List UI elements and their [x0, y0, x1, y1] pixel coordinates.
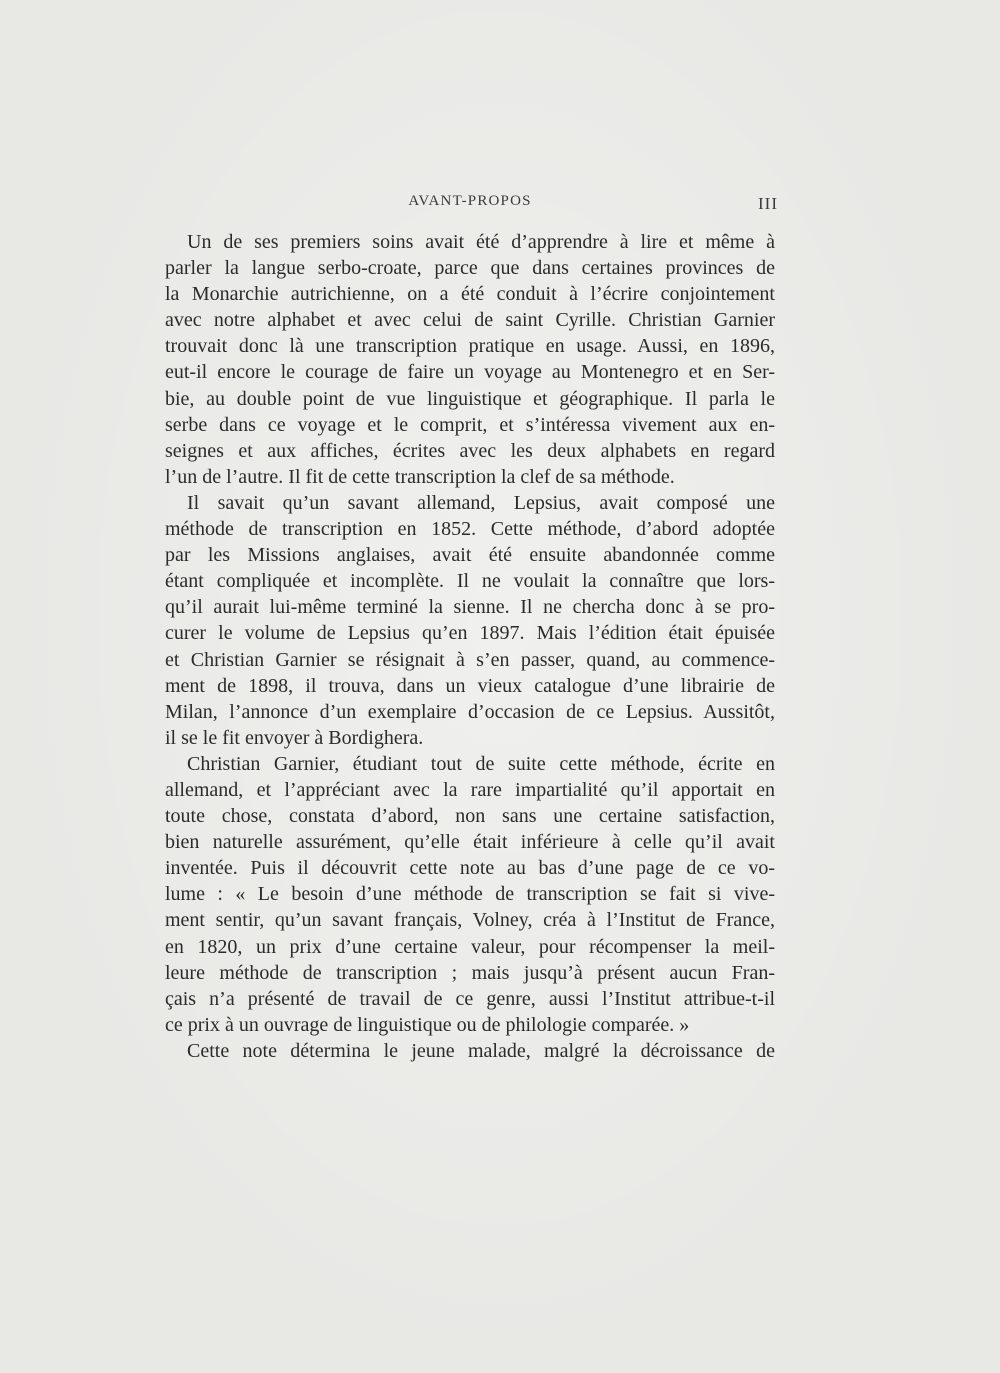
text-line: toute chose, constata d’abord, non sans une certaine satisfaction,: [165, 805, 775, 828]
text-line: parler la langue serbo-croate, parce que dans certaines provinces de: [165, 257, 775, 280]
text-line: étant compliquée et incomplète. Il ne voulait la connaître que lors-: [165, 570, 775, 593]
page-number: III: [758, 194, 778, 213]
text-line: Il savait qu’un savant allemand, Lepsius, avait composé une: [187, 491, 775, 514]
text-line: bie, au double point de vue linguistique et géographique. Il parla le: [165, 387, 775, 410]
text-line: Cette note détermina le jeune malade, malgré la décroissance de: [187, 1039, 775, 1062]
text-line: bien naturelle assurément, qu’elle était inférieure à celle qu’il avait: [165, 831, 775, 854]
text-line: leure méthode de transcription ; mais jusqu’à présent aucun Fran-: [165, 961, 775, 984]
text-line: trouvait donc là une transcription pratique en usage. Aussi, en 1896,: [165, 335, 775, 358]
text-line: lume : « Le besoin d’une méthode de transcription se fait si vive-: [165, 883, 775, 906]
text-line: l’un de l’autre. Il fit de cette transcription la clef de sa méthode.: [165, 465, 675, 488]
text-line: Un de ses premiers soins avait été d’apprendre à lire et même à: [187, 231, 775, 253]
text-line: curer le volume de Lepsius qu’en 1897. Mais l’édition était épuisée: [165, 622, 775, 645]
text-line: et Christian Garnier se résignait à s’en passer, quand, au commence-: [165, 648, 775, 671]
text-line: çais n’a présenté de travail de ce genre, aussi l’Institut attribue-t-il: [165, 987, 775, 1010]
body-text: [165, 229, 775, 1064]
text-line: ment sentir, qu’un savant français, Volney, créa à l’Institut de France,: [165, 909, 775, 932]
text-line: eut-il encore le courage de faire un voyage au Montenegro et en Ser-: [165, 361, 775, 384]
text-line: Milan, l’annonce d’un exemplaire d’occasion de ce Lepsius. Aussitôt,: [165, 700, 775, 723]
text-line: Christian Garnier, étudiant tout de suite cette méthode, écrite en: [187, 752, 775, 775]
running-head: [165, 193, 778, 217]
text-line: inventée. Puis il découvrit cette note au bas d’une page de ce vo-: [165, 857, 775, 880]
text-line: qu’il aurait lui-même terminé la sienne. Il ne chercha donc à se pro-: [165, 596, 775, 619]
text-line: allemand, et l’appréciant avec la rare impartialité qu’il apportait en: [165, 778, 775, 801]
text-line: par les Missions anglaises, avait été ensuite abandonnée comme: [165, 544, 775, 567]
running-title: AVANT-PROPOS: [408, 193, 532, 209]
text-line: ce prix à un ouvrage de linguistique ou de philologie comparée. »: [165, 1013, 690, 1036]
text-line: ment de 1898, il trouva, dans un vieux catalogue d’une librairie de: [165, 674, 775, 697]
text-line: avec notre alphabet et avec celui de saint Cyrille. Christian Garnier: [165, 309, 775, 332]
text-line: en 1820, un prix d’une certaine valeur, pour récompenser la meil-: [165, 935, 775, 958]
text-line: il se le fit envoyer à Bordighera.: [165, 726, 424, 749]
text-line: méthode de transcription en 1852. Cette méthode, d’abord adoptée: [165, 518, 775, 541]
text-line: la Monarchie autrichienne, on a été conduit à l’écrire conjointement: [165, 283, 775, 306]
text-line: seignes et aux affiches, écrites avec les deux alphabets en regard: [165, 439, 775, 462]
text-line: serbe dans ce voyage et le comprit, et s’intéressa vivement aux en-: [165, 413, 775, 436]
